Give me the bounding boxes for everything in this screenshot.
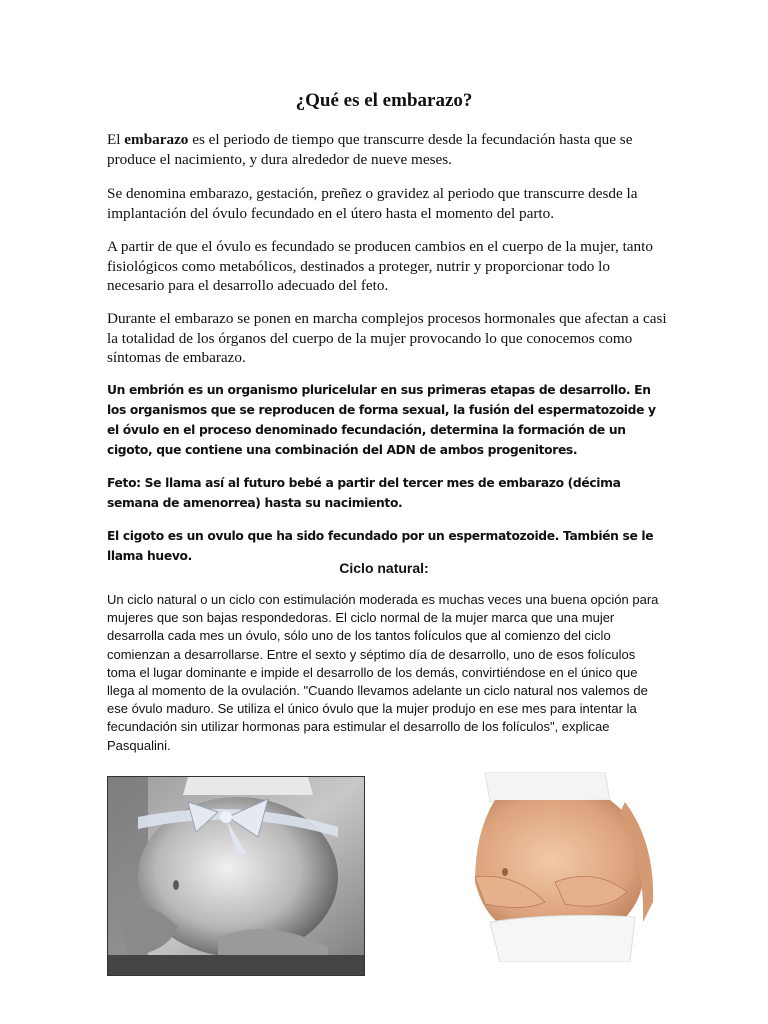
intro-prefix: El [107, 131, 125, 148]
definition-embrion: Un embrión es un organismo pluricelular en sus primeras etapas de desarrollo. En los organismos que se reproducen de forma sexual, la fusión del espermatozoide y el óvulo en el proceso denominado fecundación, determina la formación de un cigoto, que contiene una combinación del ADN de ambos progenitores. [107, 383, 656, 457]
ciclo-paragraph: Un ciclo natural o un ciclo con estimulación moderada es muchas veces una buena opción para mujeres que son bajas respondedoras. El ciclo normal de la mujer marca que una mujer desarrolla cada mes un óvulo, sólo uno de los tantos folículos que al comienzo del ciclo comienzan a desarrollarse. Entre el sexto y séptimo día de desarrollo, uno de esos folículos toma el lugar dominante e impide el desarrollo de los demás, convirtiéndose en el único que llega al momento de la ovulación. "Cuando llevamos adelante un ciclo natural nos valemos de ese óvulo maduro. Se utiliza el único óvulo que la mujer produjo en ese mes para intentar la fecundación sin utilizar hormonas para estimular el desarrollo de los folículos", explicae Pasqualini. [107, 592, 659, 753]
paragraph-2: Se denomina embarazo, gestación, preñez o gravidez al periodo que transcurre desde la implantación del óvulo fecundado en el útero hasta el momento del parto. [107, 185, 638, 222]
page-title: ¿Qué es el embarazo? [295, 90, 473, 111]
paragraph-4: Durante el embarazo se ponen en marcha complejos procesos hormonales que afectan a casi la totalidad de los órganos del cuerpo de la mujer provocando lo que conocemos como síntomas de embarazo. [107, 310, 667, 366]
definition-feto: Feto: Se llama así al futuro bebé a partir del tercer mes de embarazo (décima semana de amenorrea) hasta su nacimiento. [107, 476, 621, 510]
pregnant-belly-color-photo [405, 772, 680, 962]
pregnant-belly-ribbon-photo [107, 776, 365, 976]
paragraph-3: A partir de que el óvulo es fecundado se producen cambios en el cuerpo de la mujer, tanto fisiológicos como metabólicos, destinados a proteger, nutrir y proporcionar todo lo necesario para el desarrollo adecuado del feto. [107, 238, 653, 294]
intro-bold-word: embarazo [124, 131, 189, 148]
section-subtitle: Ciclo natural: [339, 560, 429, 576]
intro-paragraph [107, 130, 667, 169]
definition-cigoto: El cigoto es un ovulo que ha sido fecundado por un espermatozoide. También se le llama huevo. [107, 529, 654, 563]
intro-rest: es el periodo de tiempo que transcurre desde la fecundación hasta que se produce el nacimiento, y dura alrededor de nueve meses. [107, 131, 633, 168]
